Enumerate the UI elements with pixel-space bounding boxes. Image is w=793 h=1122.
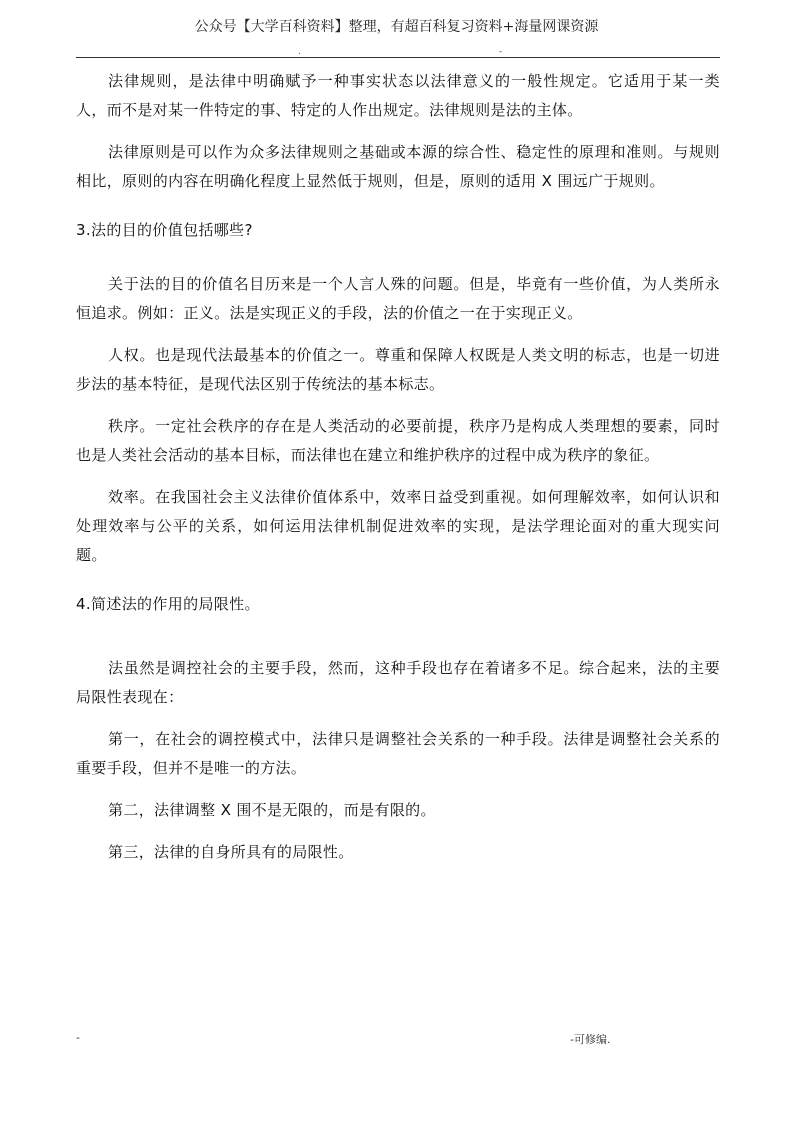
paragraph-justice: 关于法的目的价值名目历来是一个人言人殊的问题。但是，毕竟有一些价值，为人类所永恒追求。例如：正义。法是实现正义的手段，法的价值之一在于实现正义。 xyxy=(76,275,720,322)
footer-left-mark: - xyxy=(76,1031,80,1044)
paragraph-efficiency: 效率。在我国社会主义法律价值体系中，效率日益受到重视。如何理解效率，如何认识和处理效率与公平的关系，如何运用法律机制促进效率的实现，是法学理论面对的重大现实问题。 xyxy=(76,488,720,564)
paragraph-legal-principles: 法律原则是可以作为众多法律规则之基础或本源的综合性、稳定性的原理和准则。与规则相比，原则的内容在明确化程度上显然低于规则，但是，原则的适用 X 围远广于规则。 xyxy=(76,143,720,190)
header-rule xyxy=(76,57,720,58)
footer-editable-note: -可修编. xyxy=(570,1033,611,1046)
paragraph-limitation-second: 第二，法律调整 X 围不是无限的，而是有限的。 xyxy=(108,801,436,819)
header-mark-right: - xyxy=(499,47,503,57)
paragraph-limitations-intro: 法虽然是调控社会的主要手段，然而，这种手段也存在着诸多不足。综合起来，法的主要局限性表现在： xyxy=(76,659,720,706)
paragraph-legal-rules: 法律规则，是法律中明确赋予一种事实状态以法律意义的一般性规定。它适用于某一类人，而不是对某一件特定的事、特定的人作出规定。法律规则是法的主体。 xyxy=(76,72,720,119)
paragraph-order: 秩序。一定社会秩序的存在是人类活动的必要前提，秩序乃是构成人类理想的要素，同时也是人类社会活动的基本目标，而法律也在建立和维护秩序的过程中成为秩序的象征。 xyxy=(76,417,720,464)
paragraph-human-rights: 人权。也是现代法最基本的价值之一。尊重和保障人权既是人类文明的标志，也是一切进步法的基本特征，是现代法区别于传统法的基本标志。 xyxy=(76,346,720,393)
header-mark-left: . xyxy=(298,47,301,57)
document-body xyxy=(76,67,720,867)
question-4-heading: 4.简述法的作用的局限性。 xyxy=(76,595,260,613)
paragraph-limitation-third: 第三，法律的自身所具有的局限性。 xyxy=(108,843,354,861)
paragraph-limitation-first: 第一，在社会的调控模式中，法律只是调整社会关系的一种手段。法律是调整社会关系的重要手段，但并不是唯一的方法。 xyxy=(76,730,720,777)
question-3-heading: 3.法的目的价值包括哪些? xyxy=(76,221,253,239)
page-header-text: 公众号【大学百科资料】整理，有超百科复习资料+海量网课资源 xyxy=(194,19,599,35)
